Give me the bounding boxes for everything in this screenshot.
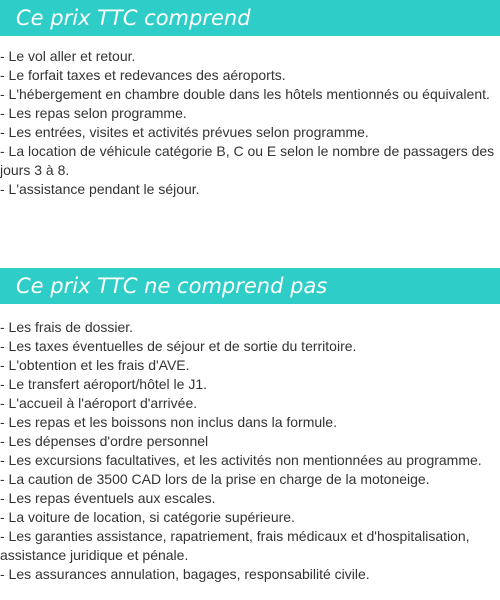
list-item: - Le transfert aéroport/hôtel le J1. <box>0 376 207 392</box>
list-item: - Les excursions facultatives, et les activités non mentionnées au programme. <box>0 452 482 468</box>
list-item: - Les taxes éventuelles de séjour et de sortie du territoire. <box>0 338 357 354</box>
list-item: - La location de véhicule catégorie B, C ou E selon le nombre de passagers des jours 3 à 8. <box>0 143 495 178</box>
list-item: - L'hébergement en chambre double dans les hôtels mentionnés ou équivalent. <box>0 86 490 102</box>
list-item: - La caution de 3500 CAD lors de la prise en charge de la motoneige. <box>0 471 430 487</box>
list-item: - L'assistance pendant le séjour. <box>0 181 200 197</box>
list-item: - Les entrées, visites et activités prévues selon programme. <box>0 124 369 140</box>
list-item: - Les repas et les boissons non inclus dans la formule. <box>0 414 337 430</box>
list-item: - Les frais de dossier. <box>0 319 134 335</box>
excludes-header: Ce prix TTC ne comprend pas <box>0 268 500 304</box>
list-item: - L'obtention et les frais d'AVE. <box>0 357 190 373</box>
includes-section <box>0 0 500 199</box>
list-item: - La voiture de location, si catégorie supérieure. <box>0 509 295 525</box>
includes-list <box>0 47 500 199</box>
list-item: - Les dépenses d'ordre personnel <box>0 433 209 449</box>
list-item: - Le vol aller et retour. <box>0 48 136 64</box>
list-item: - L'accueil à l'aéroport d'arrivée. <box>0 395 198 411</box>
list-item: - Le forfait taxes et redevances des aéroports. <box>0 67 286 83</box>
list-item: - Les repas éventuels aux escales. <box>0 490 216 506</box>
includes-header: Ce prix TTC comprend <box>0 0 500 36</box>
list-item: - Les garanties assistance, rapatriement, frais médicaux et d'hospitalisation, assistance juridique et pénale. <box>0 528 470 563</box>
excludes-list <box>0 318 500 584</box>
list-item: - Les assurances annulation, bagages, responsabilité civile. <box>0 566 370 582</box>
excludes-section <box>0 268 500 584</box>
list-item: - Les repas selon programme. <box>0 105 187 121</box>
